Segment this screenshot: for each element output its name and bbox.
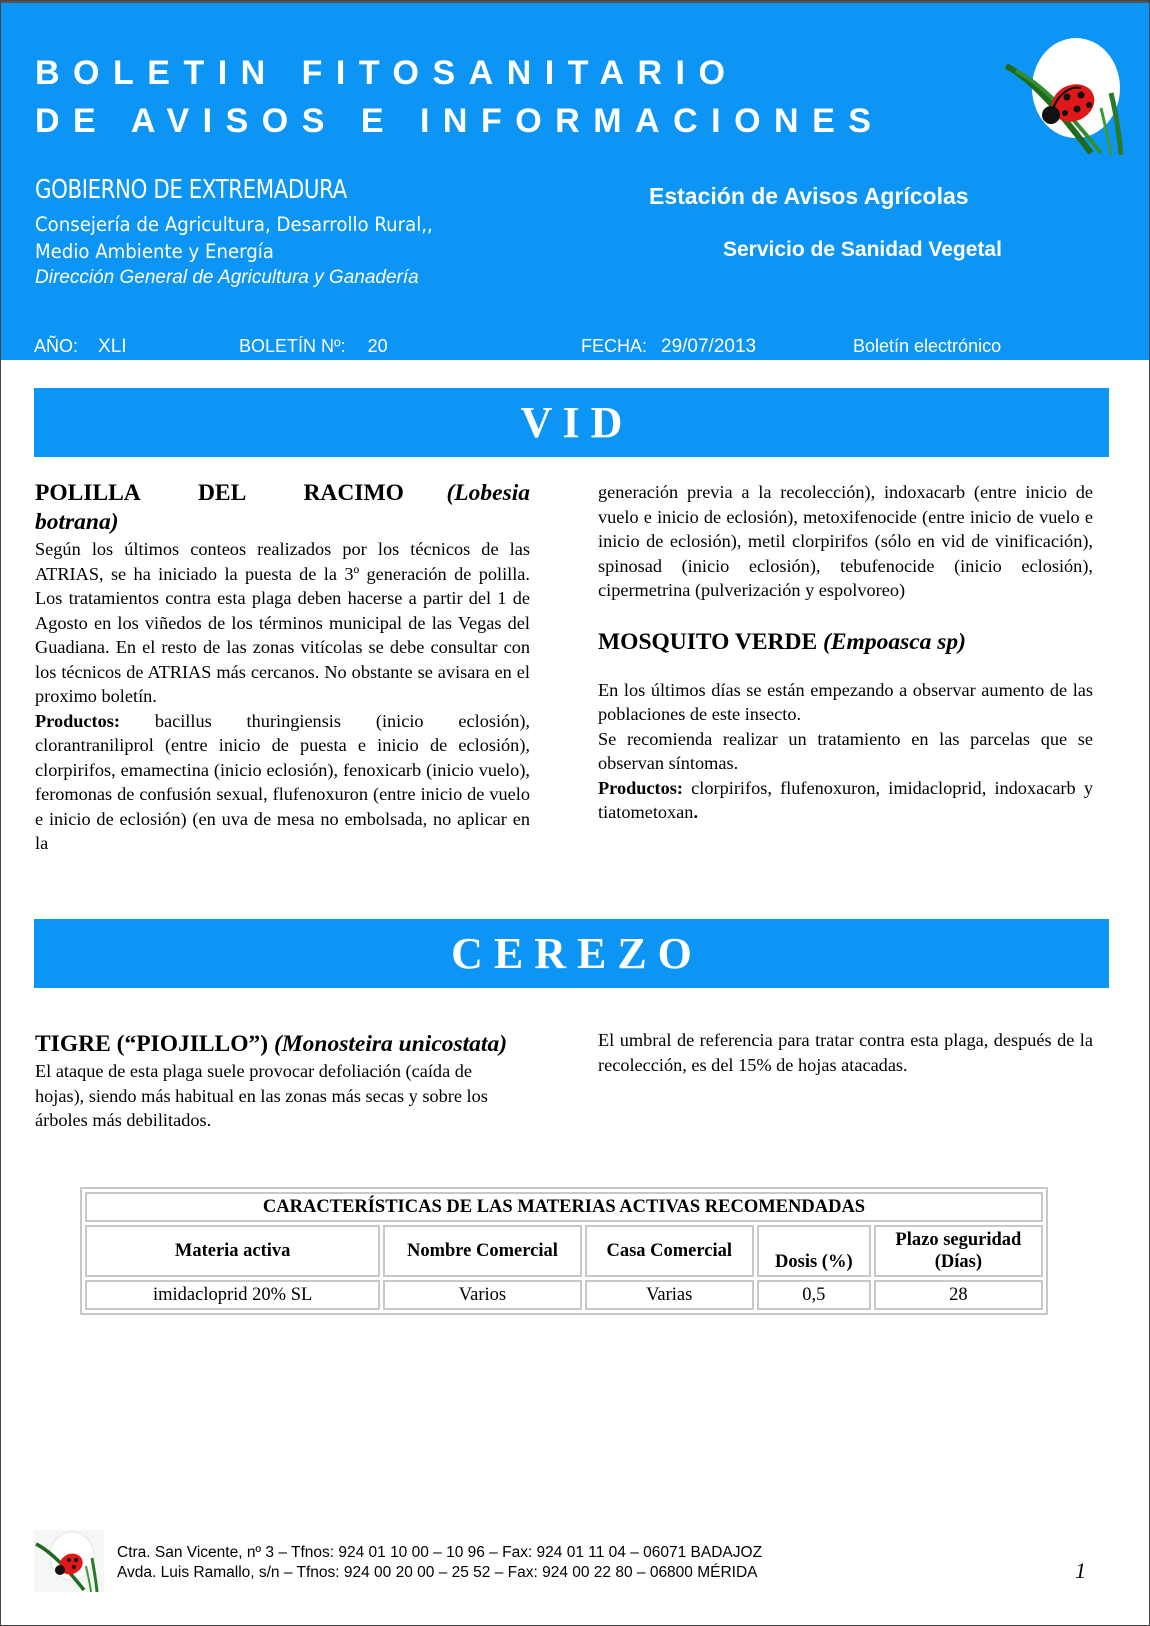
header-nombre-comercial: Nombre Comercial — [383, 1225, 581, 1277]
table-row — [85, 1280, 1043, 1310]
header-plazo-seguridad: Plazo seguridad (Días) — [874, 1225, 1043, 1277]
direccion-general: Dirección General de Agricultura y Ganadería — [35, 267, 419, 288]
section-title-vid: V I D — [520, 398, 623, 447]
active-ingredients-table — [80, 1187, 1048, 1315]
date-field — [581, 336, 756, 358]
polilla-products-left: bacillus thuringiensis (inicio eclosión), clorantraniliprol (entre inicio de puesta e inicio de eclosión), clorpirifos, emamectina (inicio eclosión), fenoxicarb (inicio vuelo), feromonas de confusión sexual, flufenoxuron (entre inicio de vuelo e inicio de eclosión) (en uva de mesa no embolsada, no aplicar en la — [35, 710, 530, 853]
year-value: XLI — [98, 336, 127, 357]
servicio-sanidad: Servicio de Sanidad Vegetal — [723, 238, 1002, 261]
mosquito-products: clorpirifos, flufenoxuron, imidacloprid, indoxacarb y tiatometoxan — [598, 777, 1093, 822]
bulletin-title-line2: DE AVISOS E INFORMACIONES — [35, 102, 885, 140]
consejeria-line1: Consejería de Agricultura, Desarrollo Rural,, — [35, 213, 433, 236]
footer-address-badajoz: Ctra. San Vicente, nº 3 – Tfnos: 924 01 10 00 – 10 96 – Fax: 924 01 11 04 – 06071 BADAJOZ — [117, 1544, 763, 1561]
bulletin-number-label: BOLETÍN Nº: — [239, 336, 346, 356]
year-field — [34, 336, 127, 358]
mosquito-products-end: . — [693, 802, 699, 822]
section-title-cerezo: C E R E Z O — [451, 929, 692, 978]
section-banner-cerezo — [34, 919, 1109, 988]
government-name: GOBIERNO DE EXTREMADURA — [35, 175, 347, 205]
cerezo-left-column — [35, 1030, 525, 1133]
page-number: 1 — [1075, 1558, 1086, 1583]
footer-addresses — [117, 1543, 762, 1583]
polilla-paragraph: Según los últimos conteos realizados por los técnicos de las ATRIAS, se ha iniciado la puesta de la 3º generación de polilla. Los tratamientos contra esta plaga deben hacerse a partir del 1 de Agosto en los viñedos de los términos municipal de las Vegas del Guadiana. En el resto de las zonas vitícolas se debe consultar con los técnicos de ATRIAS más cercanos. No obstante se avisara en el proximo boletín. — [35, 539, 530, 706]
header-materia-activa: Materia activa — [85, 1225, 380, 1277]
mosquito-title: MOSQUITO VERDE — [598, 628, 818, 655]
umbral-paragraph: El umbral de referencia para tratar contra esta plaga, después de la recolección, es del 15% de hojas atacadas. — [598, 1030, 1093, 1075]
cell-dosis: 0,5 — [757, 1280, 871, 1310]
electronic-bulletin-label: Boletín electrónico — [853, 336, 1002, 356]
table-caption: CARACTERÍSTICAS DE LAS MATERIAS ACTIVAS RECOMENDADAS — [85, 1192, 1043, 1222]
section-banner-vid — [34, 388, 1109, 457]
date-value: 29/07/2013 — [661, 336, 757, 357]
cerezo-right-column — [598, 1028, 1093, 1077]
cell-casa-comercial: Varias — [585, 1280, 754, 1310]
bulletin-title-line1: BOLETIN FITOSANITARIO — [35, 54, 739, 92]
year-label: AÑO: — [34, 336, 79, 356]
tigre-species: (Monosteira unicostata) — [273, 1031, 508, 1057]
cell-materia-activa: imidacloprid 20% SL — [85, 1280, 380, 1310]
date-label: FECHA: — [581, 336, 648, 356]
tigre-title: TIGRE (“PIOJILLO”) — [35, 1031, 269, 1057]
ladybug-logo-icon — [1001, 33, 1136, 158]
header-dosis: Dosis (%) — [757, 1225, 871, 1277]
header-banner — [1, 3, 1149, 360]
tigre-heading — [35, 1030, 525, 1059]
polilla-products-continued: generación previa a la recolección), indoxacarb (entre inicio de vuelo e inicio de eclosión), metoxifenocide (entre inicio de vuelo e inicio de eclosión), metil clorpirifos (sólo en vid de vinificación), spinosad (inicio eclosión), tebufenocide (inicio eclosión), cipermetrina (pulverización y espolvoreo) — [598, 482, 1093, 600]
bulletin-number-field — [239, 336, 388, 357]
vid-left-column — [35, 479, 530, 856]
mosquito-products-label: Productos: — [598, 777, 683, 798]
polilla-heading — [35, 479, 530, 537]
polilla-products-paragraph — [35, 709, 530, 856]
estacion-avisos: Estación de Avisos Agrícolas — [649, 183, 969, 209]
header-casa-comercial: Casa Comercial — [585, 1225, 754, 1277]
polilla-species: (Lobesia botrana) — [35, 480, 530, 535]
cell-plazo: 28 — [874, 1280, 1043, 1310]
mosquito-heading — [598, 628, 1093, 657]
tigre-paragraph: El ataque de esta plaga suele provocar defoliación (caída de hojas), siendo más habitual en las zonas más secas y sobre los árboles más debilitados. — [35, 1061, 488, 1130]
mosquito-paragraph-1: En los últimos días se están empezando a observar aumento de las poblaciones de este insecto. — [598, 679, 1093, 724]
cell-nombre-comercial: Varios — [383, 1280, 581, 1310]
mosquito-paragraph-2: Se recomienda realizar un tratamiento en las parcelas que se observan síntomas. — [598, 728, 1093, 773]
consejeria-line2: Medio Ambiente y Energía — [35, 240, 274, 263]
vid-right-column — [598, 480, 1093, 825]
footer-address-merida: Avda. Luis Ramallo, s/n – Tfnos: 924 00 20 00 – 25 52 – Fax: 924 00 22 80 – 06800 MÉRIDA — [117, 1564, 758, 1581]
bulletin-number-value: 20 — [367, 336, 388, 356]
polilla-title: POLILLA DEL RACIMO — [35, 480, 404, 506]
mosquito-species: (Empoasca sp) — [823, 628, 966, 655]
mosquito-products-paragraph — [598, 776, 1093, 825]
ladybug-small-logo-icon — [34, 1530, 104, 1592]
polilla-products-label: Productos: — [35, 710, 120, 731]
